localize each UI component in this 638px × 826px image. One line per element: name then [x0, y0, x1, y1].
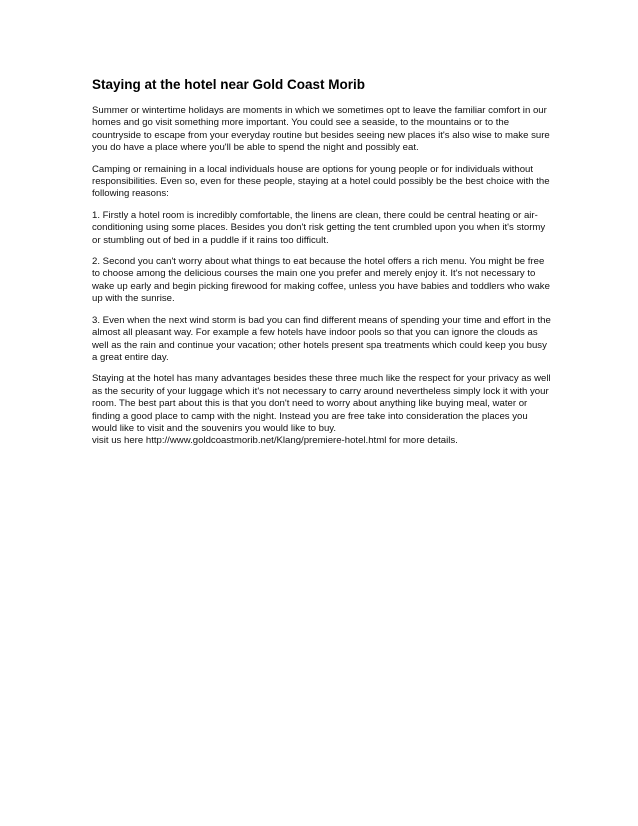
paragraph-reason-3: 3. Even when the next wind storm is bad you can find different means of spending your time and effort in the almost all pleasant way. For example a few hotels have indoor pools so that you can ignore the clouds as well as the rain and continue your vacation; other hotels present spa treatments which could keep you busy a great entire day. [92, 314, 551, 363]
document-page [92, 76, 552, 448]
paragraph-reason-2: 2. Second you can't worry about what things to eat because the hotel offers a rich menu. You might be free to choose among the delicious courses the main one you prefer and merely enjoy it. It's not necessary to wake up early and begin picking firewood for making coffee, unless you have babies and toddlers who wake up with the sunrise. [92, 256, 550, 305]
paragraph-conclusion [92, 373, 552, 447]
paragraph-conclusion-text: Staying at the hotel has many advantages besides these three much like the respect for your privacy as well as the security of your luggage which it's not necessary to carry around nevertheless simply lock it with your room. The best part about this is that you don't need to worry about anything like buying meal, water or finding a good place to camp with the night. Instead you are free take into consideration the places you would like to visit and the souvenirs you would like to buy. [92, 373, 551, 434]
paragraph-reason-1: 1. Firstly a hotel room is incredibly comfortable, the linens are clean, there could be central heating or air-conditioning using some places. Besides you don't risk getting the tent crumbled upon you when it's stormy or stumbling out of bed in a puddle if it rains too difficult. [92, 209, 546, 246]
paragraph-camping: Camping or remaining in a local individuals house are options for young people or for individuals without responsibilities. Even so, even for these people, staying at a hotel could possibly be the best choice with the following reasons: [92, 163, 550, 200]
closing-link-line[interactable]: visit us here http://www.goldcoastmorib.net/Klang/premiere-hotel.html for more details. [92, 435, 458, 447]
paragraph-intro: Summer or wintertime holidays are moments in which we sometimes opt to leave the familiar comfort in our homes and go visit something more important. You could see a seaside, to the mountains or to the countryside to escape from your everyday routine but besides seeing new places it's also wise to make sure you do have a place where you'll be able to spend the night and possibly eat. [92, 105, 550, 154]
document-title: Staying at the hotel near Gold Coast Morib [92, 77, 366, 92]
